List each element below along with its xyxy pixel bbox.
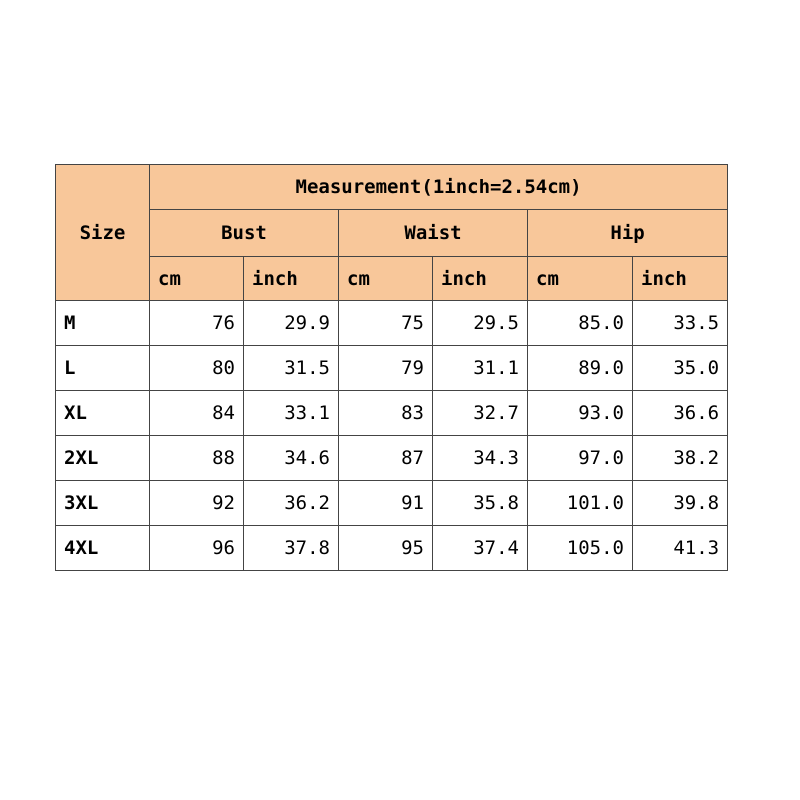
value-cell: 91 (339, 481, 433, 526)
unit-header: cm (339, 257, 433, 301)
value-cell: 35.8 (433, 481, 528, 526)
value-cell: 89.0 (528, 346, 633, 391)
value-cell: 80 (150, 346, 244, 391)
value-cell: 32.7 (433, 391, 528, 436)
value-cell: 79 (339, 346, 433, 391)
measurement-title: Measurement(1inch=2.54cm) (150, 165, 728, 210)
value-cell: 31.1 (433, 346, 528, 391)
value-cell: 97.0 (528, 436, 633, 481)
table-row (56, 391, 728, 436)
value-cell: 83 (339, 391, 433, 436)
value-cell: 37.4 (433, 526, 528, 571)
value-cell: 96 (150, 526, 244, 571)
value-cell: 84 (150, 391, 244, 436)
value-cell: 41.3 (633, 526, 728, 571)
unit-header: inch (433, 257, 528, 301)
value-cell: 95 (339, 526, 433, 571)
size-cell: L (56, 346, 150, 391)
table-row (56, 346, 728, 391)
unit-header: inch (244, 257, 339, 301)
value-cell: 105.0 (528, 526, 633, 571)
value-cell: 36.6 (633, 391, 728, 436)
value-cell: 36.2 (244, 481, 339, 526)
table-row (56, 436, 728, 481)
size-header: Size (56, 165, 150, 301)
value-cell: 37.8 (244, 526, 339, 571)
group-header-waist: Waist (339, 210, 528, 257)
table-row (56, 526, 728, 571)
table-row (56, 301, 728, 346)
value-cell: 31.5 (244, 346, 339, 391)
value-cell: 92 (150, 481, 244, 526)
size-cell: 4XL (56, 526, 150, 571)
size-cell: M (56, 301, 150, 346)
value-cell: 33.5 (633, 301, 728, 346)
size-chart-table (55, 164, 728, 571)
value-cell: 38.2 (633, 436, 728, 481)
value-cell: 87 (339, 436, 433, 481)
value-cell: 35.0 (633, 346, 728, 391)
value-cell: 29.5 (433, 301, 528, 346)
value-cell: 34.6 (244, 436, 339, 481)
unit-header: cm (150, 257, 244, 301)
value-cell: 34.3 (433, 436, 528, 481)
size-cell: 3XL (56, 481, 150, 526)
value-cell: 85.0 (528, 301, 633, 346)
unit-header: inch (633, 257, 728, 301)
value-cell: 93.0 (528, 391, 633, 436)
value-cell: 88 (150, 436, 244, 481)
unit-header: cm (528, 257, 633, 301)
value-cell: 76 (150, 301, 244, 346)
size-cell: XL (56, 391, 150, 436)
table-row (56, 481, 728, 526)
size-cell: 2XL (56, 436, 150, 481)
value-cell: 29.9 (244, 301, 339, 346)
value-cell: 101.0 (528, 481, 633, 526)
value-cell: 39.8 (633, 481, 728, 526)
value-cell: 33.1 (244, 391, 339, 436)
value-cell: 75 (339, 301, 433, 346)
group-header-hip: Hip (528, 210, 728, 257)
group-header-bust: Bust (150, 210, 339, 257)
